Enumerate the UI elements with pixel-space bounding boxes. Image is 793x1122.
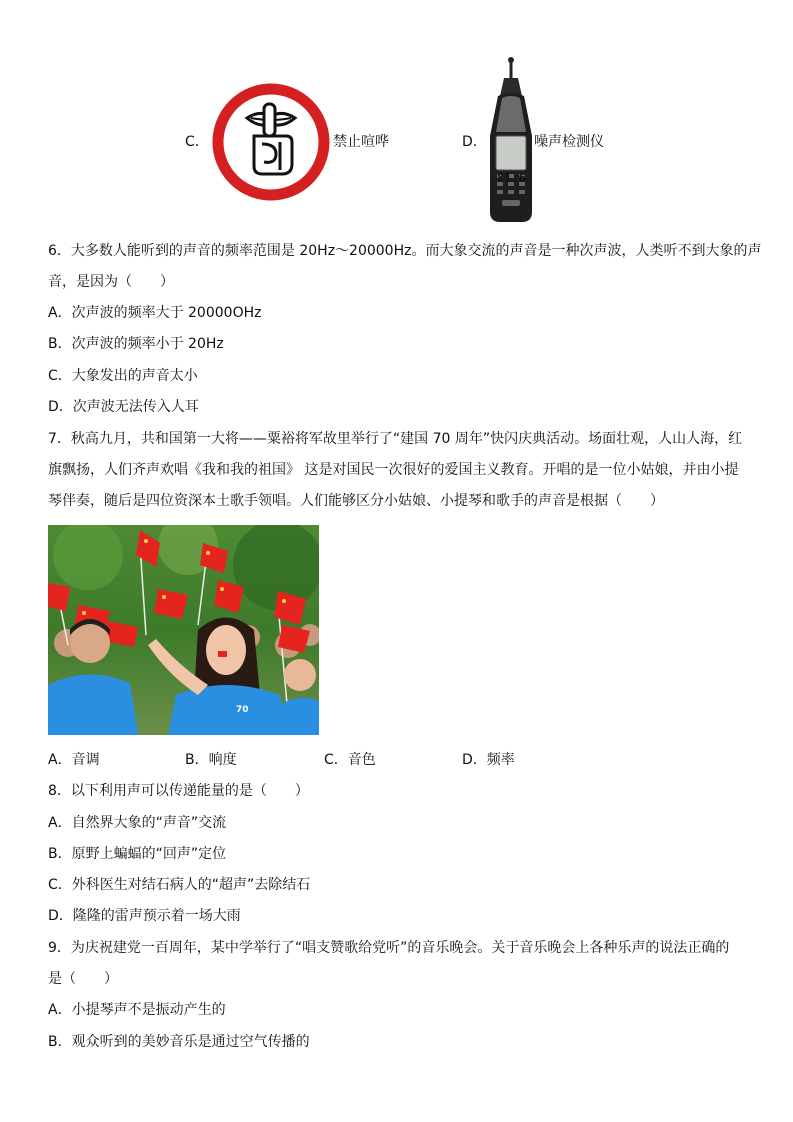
q7-stem-line1: 7．秋高九月，共和国第一大将——粟裕将军故里举行了“建国 70 周年”快闪庆典活动。场面壮观，人山人海，红 [48, 431, 743, 447]
q6-option-c: C．大象发出的声音太小 [48, 368, 198, 384]
sound-level-meter-icon [486, 56, 536, 224]
q8-option-b: B．原野上蝙蝠的“回声”定位 [48, 846, 227, 862]
q6-stem-line1: 6．大多数人能听到的声音的频率范围是 20Hz～20000Hz。而大象交流的声音是一种次声波，人类听不到大象的声 [48, 243, 762, 259]
q6-stem-line2: 音，是因为（ ） [48, 274, 174, 290]
meter-reading: 81.6 [497, 171, 526, 185]
no-noise-sign-icon [210, 82, 333, 201]
q6-option-d: D．次声波无法传入人耳 [48, 399, 199, 415]
q9-stem-line1: 9．为庆祝建党一百周年，某中学举行了“唱支赞歌给党听”的音乐晚会。关于音乐晚会上各种乐声的说法正确的 [48, 940, 730, 956]
q7-option-d: D．频率 [462, 752, 515, 768]
q7-stem-line3: 琴伴奏，随后是四位资深本土歌手领唱。人们能够区分小姑娘、小提琴和歌手的声音是根据（ ） [48, 493, 664, 509]
option-c-label: C． [185, 134, 209, 150]
q6-option-a: A．次声波的频率大于 20000OHz [48, 305, 262, 321]
shirt-logo-text: 70 [236, 705, 249, 715]
q9-stem-line2: 是（ ） [48, 971, 118, 987]
q7-option-b: B．响度 [185, 752, 237, 768]
option-c-caption: 禁止喧哗 [333, 134, 389, 150]
flag-waving-crowd-photo [48, 525, 319, 735]
q8-stem: 8．以下利用声可以传递能量的是（ ） [48, 783, 309, 799]
q8-option-c: C．外科医生对结石病人的“超声”去除结石 [48, 877, 311, 893]
q7-option-a: A．音调 [48, 752, 100, 768]
q9-option-a: A．小提琴声不是振动产生的 [48, 1002, 226, 1018]
q9-option-b: B．观众听到的美妙音乐是通过空气传播的 [48, 1034, 310, 1050]
q8-option-a: A．自然界大象的“声音”交流 [48, 815, 227, 831]
option-d-caption: 噪声检测仪 [534, 134, 604, 150]
q7-stem-line2: 旗飘扬，人们齐声欢唱《我和我的祖国》 这是对国民一次很好的爱国主义教育。开唱的是一位小姑娘，并由小提 [48, 462, 739, 478]
option-d-label: D． [462, 134, 487, 150]
q6-option-b: B．次声波的频率小于 20Hz [48, 336, 224, 352]
q7-option-c: C．音色 [324, 752, 376, 768]
q8-option-d: D．隆隆的雷声预示着一场大雨 [48, 908, 241, 924]
